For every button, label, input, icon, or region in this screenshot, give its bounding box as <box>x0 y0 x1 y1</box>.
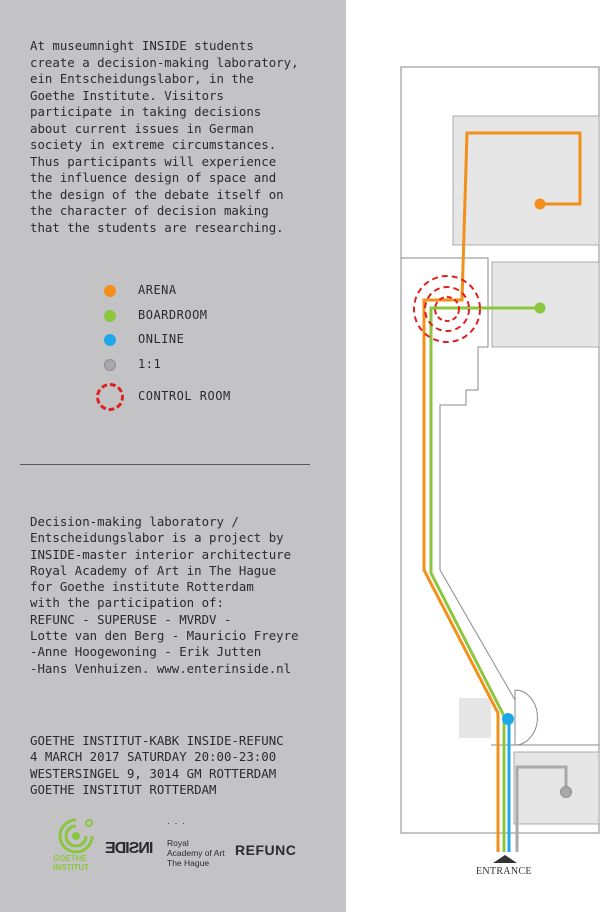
one-to-one-endpoint <box>561 787 572 798</box>
online-room <box>459 698 491 738</box>
legend-label: ONLINE <box>138 332 185 346</box>
goethe-logo-line2: INSTITUT <box>53 863 89 872</box>
arena-room <box>453 116 599 245</box>
goethe-logo-icon <box>56 816 96 856</box>
legend-label: ARENA <box>138 283 177 297</box>
legend-item-online <box>100 330 300 350</box>
entrance-arrow-icon <box>493 855 517 863</box>
kabk-logo <box>165 818 235 878</box>
arena-dot-icon <box>104 285 116 297</box>
legend-item-arena <box>100 281 300 301</box>
one-to-one-room <box>514 752 599 824</box>
one-to-one-dot-icon <box>104 359 116 371</box>
event-info: GOETHE INSTITUT-KABK INSIDE-REFUNC 4 MARCH 2017 SATURDAY 20:00-23:00 WESTERSINGEL 9, 3014 GM ROTTERDAM GOETHE INSTITUT ROTTERDAM <box>30 733 284 797</box>
legend-item-one-to-one <box>100 355 300 375</box>
online-dot-icon <box>104 334 116 346</box>
goethe-logo-line1: GOETHE <box>53 854 87 863</box>
legend-item-boardroom <box>100 306 300 326</box>
boardroom-room <box>492 262 599 347</box>
boardroom-endpoint <box>535 303 546 314</box>
kabk-symbol: · · · <box>167 818 186 828</box>
kabk-line2: Academy of Art <box>167 848 225 858</box>
kabk-line3: The Hague <box>167 858 210 868</box>
credits-text: Decision-making laboratory / Entscheidungslabor is a project by INSIDE-master interior architecture Royal Academy of Art in The Hague for Goethe institute Rotterdam with the participation of: REFUNC - SUPERUSE - MVRDV - Lotte van den Berg - Mauricio Freyre -Anne Hoogewoning - Erik Jutten -Hans Venhuizen. www.enterinside.nl <box>30 514 299 676</box>
refunc-logo: REFUNC <box>235 842 297 858</box>
intro-text: At museumnight INSIDE students create a decision-making laboratory, ein Entscheidungslabor, in the Goethe Institute. Visitors participate in taking decisions about current issues in German society in extreme circumstances. Thus participants will experience the influence design of space and the design of the debate itself on the character of decision making that the students are researching. <box>30 38 299 235</box>
inside-logo: INSIDE <box>106 840 154 857</box>
control-room-ring-icon <box>96 383 124 411</box>
legend-item-control-room <box>96 387 296 407</box>
legend-label: 1:1 <box>138 357 162 371</box>
online-endpoint <box>502 713 514 725</box>
legend-label: BOARDROOM <box>138 308 208 322</box>
entrance-label: ENTRANCE <box>476 866 532 877</box>
boardroom-dot-icon <box>104 310 116 322</box>
divider <box>20 464 310 465</box>
arena-endpoint <box>535 199 546 210</box>
floor-plan <box>346 0 600 912</box>
goethe-institut-logo <box>53 816 103 876</box>
kabk-line1: Royal <box>167 838 189 848</box>
legend-label: CONTROL ROOM <box>138 389 231 403</box>
